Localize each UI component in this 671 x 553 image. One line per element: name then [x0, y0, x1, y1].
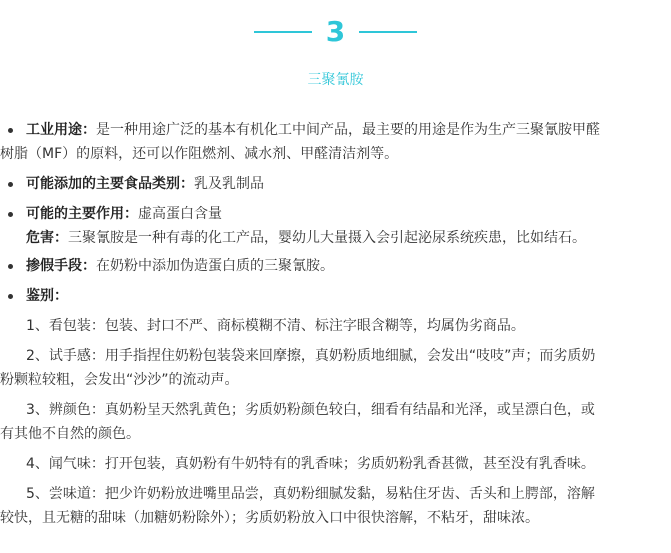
step-5-line2: 较快，且无糖的甜味（加糖奶粉除外）；劣质奶粉放入口中很快溶解，不粘牙，甜味浓。 [0, 510, 539, 526]
harm-label: 危害 [26, 230, 54, 246]
adulteration-sep: ： [82, 258, 96, 274]
step-1-line1: 1、看包装：包装、封口不严、商标模糊不清、标注字眼含糊等，均属伪劣商品。 [26, 318, 525, 334]
step-3-line1: 3、辨颜色：真奶粉呈天然乳黄色；劣质奶粉颜色较白，细看有结晶和光泽，或呈漂白色，或 [26, 402, 595, 418]
step-5 [0, 482, 671, 530]
step-2-line1: 2、试手感：用手指捏住奶粉包装袋来回摩擦，真奶粉质地细腻，会发出“吱吱”声；而劣质奶 [26, 348, 596, 364]
industrial-use-text-line2: 树脂（MF）的原料，还可以作阻燃剂、减水剂、甲醛清洁剂等。 [0, 146, 399, 162]
harm-sep: ： [54, 230, 68, 246]
step-1 [0, 314, 671, 338]
header-right-line [359, 31, 417, 33]
header-left-line [254, 31, 312, 33]
food-category-text: 乳及乳制品 [194, 176, 264, 192]
main-effect-label: 可能的主要作用 [26, 206, 124, 222]
item-adulteration [0, 254, 671, 278]
item-food-category [0, 172, 671, 196]
item-identify [0, 284, 671, 308]
food-category-label: 可能添加的主要食品类别 [26, 176, 180, 192]
harm-line [26, 226, 667, 250]
step-4-line1: 4、闻气味：打开包装，真奶粉有牛奶特有的乳香味；劣质奶粉乳香甚微，甚至没有乳香味。 [26, 456, 595, 472]
main-effect-text: 虚高蛋白含量 [138, 206, 222, 222]
industrial-use-text-line1: 是一种用途广泛的基本有机化工中间产品，最主要的用途是作为生产三聚氰胺甲醛 [96, 122, 600, 138]
step-3 [0, 398, 671, 446]
step-3-line2: 有其他不自然的颜色。 [0, 426, 140, 442]
step-2-line2: 粉颗粒较粗，会发出“沙沙”的流动声。 [0, 372, 239, 388]
adulteration-text: 在奶粉中添加伪造蛋白质的三聚氰胺。 [96, 258, 334, 274]
step-5-line1: 5、尝味道：把少许奶粉放进嘴里品尝，真奶粉细腻发黏，易粘住牙齿、舌头和上腭部，溶解 [26, 486, 595, 502]
identify-sep: ： [54, 288, 68, 304]
harm-text: 三聚氰胺是一种有毒的化工产品，婴幼儿大量摄入会引起泌尿系统疾患，比如结石。 [68, 230, 586, 246]
industrial-use-label: 工业用途 [26, 122, 82, 138]
step-2 [0, 344, 671, 392]
article-body [0, 118, 671, 536]
adulteration-label: 掺假手段 [26, 258, 82, 274]
section-header [0, 14, 671, 50]
food-category-sep: ： [180, 176, 194, 192]
industrial-use-sep: ： [82, 122, 96, 138]
step-4 [0, 452, 671, 476]
item-industrial-use [0, 118, 671, 166]
identify-label: 鉴别 [26, 288, 54, 304]
item-main-effect [0, 202, 671, 250]
section-number: 3 [325, 15, 346, 48]
main-effect-sep: ： [124, 206, 138, 222]
section-subtitle: 三聚氰胺 [307, 72, 364, 88]
